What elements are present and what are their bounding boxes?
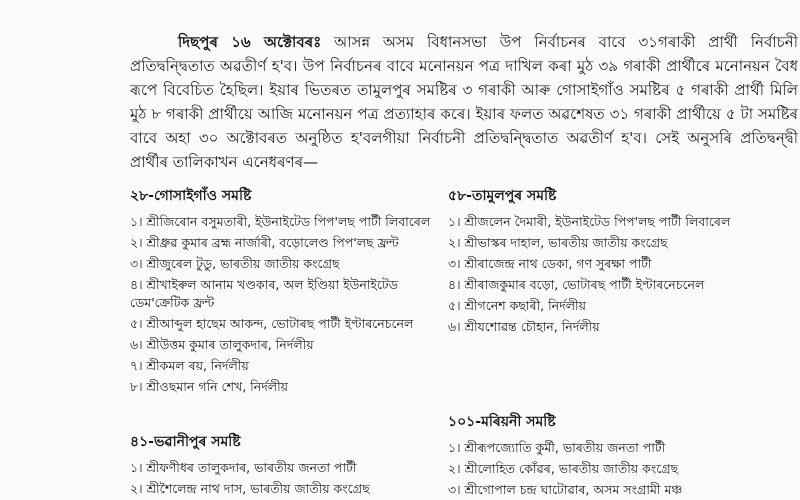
list-item: ৩। শ্ৰীৰাজেন্দ্ৰ নাথ ডেকা, গণ সুৰক্ষা পাৰ্টী (448, 256, 652, 271)
section-gossaigaon (130, 186, 460, 396)
section-heading: ১০১-মৰিয়নী সমষ্টি (448, 414, 556, 430)
list-item: ২। শ্ৰীভাস্কৰ দাহাল, ভাৰতীয় জাতীয় কংগ্ৰেছ (448, 235, 668, 250)
list-item: ১। শ্ৰীজলেন দৈমাৰী, ইউনাইটেড পিপ'লছ পাৰ্টী লিবাৰেল (448, 214, 731, 229)
section-mariani (448, 412, 778, 499)
list-item: ৫। শ্ৰীগনেশ কছাৰী, নিৰ্দলীয় (448, 298, 586, 313)
section-bhabanipur (130, 432, 460, 498)
intro-body: আসন্ন অসম বিধানসভা উপ নিৰ্বাচনৰ বাবে ৩১গৰাকী প্ৰাৰ্থী নিৰ্বাচনী প্ৰতিদ্বন্দ্বিতাত অৱতীৰ্ণ হ'ব। উপ নিৰ্বাচনৰ বাবে মনোনয়ন পত্ৰ দাখিল কৰা মুঠ ৩৯ গৰাকী প্ৰাৰ্থীৰে মনোনয়ন বৈধ ৰূপে বিবেচিত হৈছিল। ইয়াৰ ভিতৰত তামুলপুৰ সমষ্টিৰ ৩ গৰাকী আৰু গোসাইগাঁও সমষ্টিৰ ৫ গৰাকী প্ৰাৰ্থী মিলি মুঠ ৮ গৰাকী প্ৰাৰ্থীয়ে আজি মনোনয়ন পত্ৰ প্ৰত্যাহাৰ কৰে। ইয়াৰ ফলত অৱশেষত ৩১ গৰাকী প্ৰাৰ্থীয়ে ৫ টা সমষ্টিৰ বাবে অহা ৩০ অক্টোবৰত অনুষ্ঠিত হ'বলগীয়া নিৰ্বাচনী প্ৰতিদ্বন্দ্বিতাত অৱতীৰ্ণ হ'ব। সেই অনুসৰি প্ৰতিদ্বন্দ্বী প্ৰাৰ্থীৰ তালিকাখন এনেধৰণৰ— (130, 33, 798, 171)
section-heading: ৫৮-তামুলপুৰ সমষ্টি (448, 188, 557, 204)
list-item: ৫। শ্ৰীআব্দুল হাছেম আকন্দ, ভোটাৰছ পাৰ্টী ইণ্টাৰনেচনেল (130, 316, 414, 331)
list-item: ১। শ্ৰীৰূপজ্যোতি কুৰ্মী, ভাৰতীয় জনতা পাৰ্টী (448, 440, 666, 455)
list-item: ২। শ্ৰীলোহিত কোঁৱৰ, ভাৰতীয় জাতীয় কংগ্ৰেছ (448, 461, 679, 476)
list-item: ৬। শ্ৰীউত্তম কুমাৰ তালুকদাৰ, নিৰ্দলীয় (130, 337, 314, 352)
intro-paragraph (130, 30, 798, 174)
list-item: ৬। শ্ৰীযশোৱন্ত চৌহান, নিৰ্দলীয় (448, 319, 600, 334)
section-heading: ২৮-গোসাইগাঁও সমষ্টি (130, 188, 252, 204)
section-tamulpur (448, 186, 778, 336)
section-heading: ৪১-ভৱানীপুৰ সমষ্টি (130, 434, 241, 450)
list-item: ২। শ্ৰীশৈলেন্দ্ৰ নাথ দাস, ভাৰতীয় জাতীয় কংগ্ৰেছ (130, 481, 370, 496)
list-item: ৭। শ্ৰীকমল ৰয়, নিৰ্দলীয় (130, 358, 249, 373)
list-item: ৪। শ্ৰীৰাজকুমাৰ বড়ো, ভোটাৰছ পাৰ্টী ইণ্টাৰনেচনেল (448, 277, 705, 292)
list-item: ৮। শ্ৰীওছমান গনি শেখ, নিৰ্দলীয় (130, 379, 289, 394)
list-item: ৩। শ্ৰীগোপাল চন্দ্ৰ ঘাটোৱাৰ, অসম সংগ্ৰামী মঞ্চ (448, 482, 683, 497)
dateline: দিছপুৰ ১৬ অক্টোবৰঃ (178, 33, 322, 51)
list-item: ৪। শ্ৰীখাইৰুল আনাম খণ্ডকাৰ, অল ইণ্ডিয়া ইউনাইটেড ডেম'ক্ৰেটিক ফ্ৰন্ট (130, 277, 398, 310)
list-item: ৩। শ্ৰীজুৰেল টুডু, ভাৰতীয় জাতীয় কংগ্ৰেছ (130, 256, 340, 271)
list-item: ২। শ্ৰীধ্ৰুৱ কুমাৰ ব্ৰহ্ম নাৰ্জাৰী, বড়োলেণ্ড পিপ'লছ ফ্ৰন্ট (130, 235, 399, 250)
list-item: ১। শ্ৰীফণীধৰ তালুকদাৰ, ভাৰতীয় জনতা পাৰ্টী (130, 460, 357, 475)
list-item: ১। শ্ৰীজিৰোন বসুমতাৰী, ইউনাইটেড পিপ'লছ পাৰ্টী লিবাৰেল (130, 214, 431, 229)
